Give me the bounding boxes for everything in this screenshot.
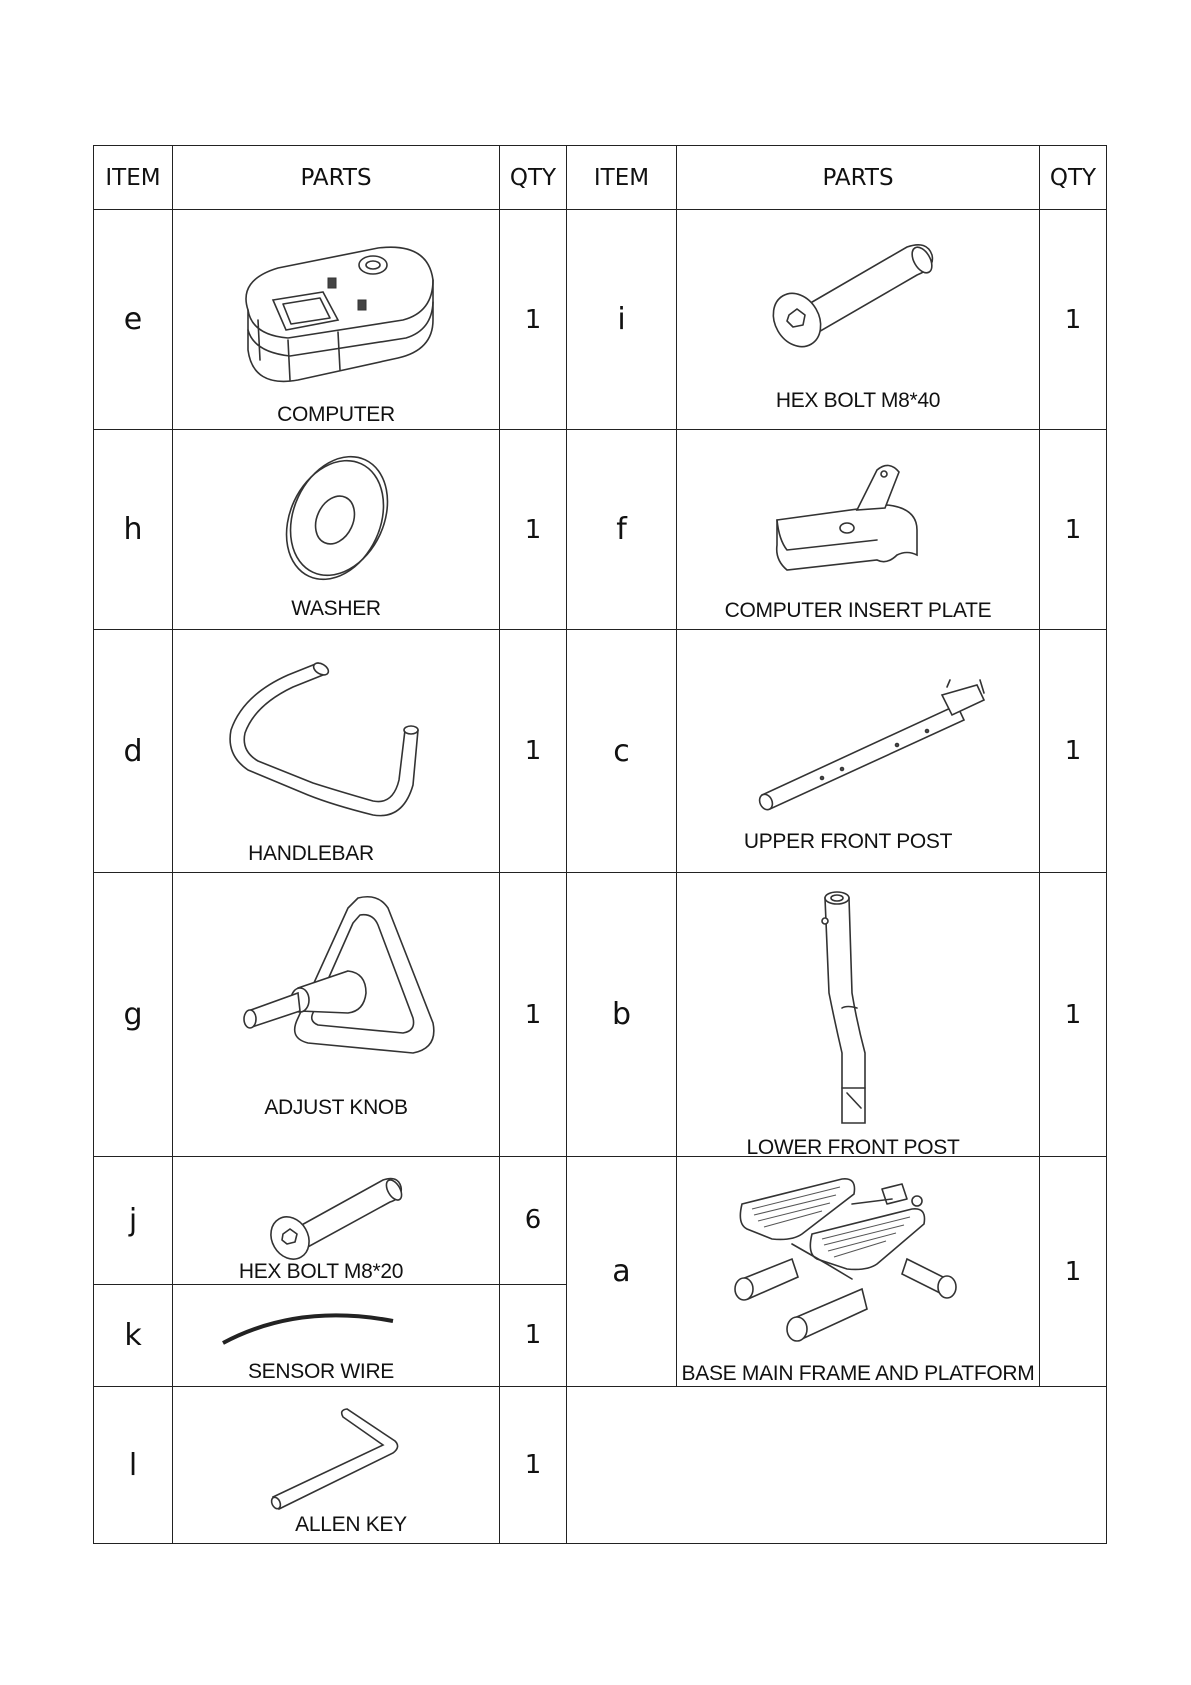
part-cell [677, 630, 1040, 873]
item-letter: d [94, 630, 173, 873]
table-row [94, 630, 1107, 873]
part-name: WASHER [291, 597, 381, 620]
part-name: ADJUST KNOB [264, 1096, 408, 1119]
part-name: COMPUTER [277, 403, 395, 426]
item-letter: a [567, 1157, 677, 1387]
header-qty-right: QTY [1040, 146, 1107, 210]
empty-cell [567, 1387, 1107, 1544]
item-letter: c [567, 630, 677, 873]
sensor-wire-icon [218, 1303, 398, 1353]
part-cell [677, 1157, 1040, 1387]
table-row [94, 210, 1107, 430]
part-cell [677, 430, 1040, 630]
header-item-left: ITEM [94, 146, 173, 210]
item-qty: 1 [500, 873, 567, 1157]
part-name: HANDLEBAR [248, 842, 374, 865]
parts-table [93, 145, 1107, 1544]
part-cell [173, 1387, 500, 1544]
computer-insert-plate-icon [767, 460, 937, 580]
item-qty: 1 [500, 1387, 567, 1544]
item-qty: 1 [1040, 430, 1107, 630]
part-name: SENSOR WIRE [247, 1360, 395, 1383]
part-cell [677, 210, 1040, 430]
header-qty-left: QTY [500, 146, 567, 210]
part-name: ALLEN KEY [295, 1513, 407, 1536]
part-cell [173, 630, 500, 873]
item-letter: g [94, 873, 173, 1157]
item-qty: 1 [500, 1284, 567, 1386]
item-letter: f [567, 430, 677, 630]
item-letter: k [94, 1284, 173, 1386]
washer-icon [278, 448, 393, 588]
item-qty: 1 [1040, 210, 1107, 430]
part-cell [677, 873, 1040, 1157]
base-main-frame-icon [732, 1169, 992, 1359]
handlebar-icon [223, 655, 443, 835]
item-letter: b [567, 873, 677, 1157]
part-cell [173, 210, 500, 430]
lower-front-post-icon [817, 883, 897, 1133]
table-header-row [94, 146, 1107, 210]
part-cell [173, 1157, 500, 1285]
part-cell [173, 1284, 500, 1386]
part-name: HEX BOLT M8*40 [775, 389, 941, 412]
table-row [94, 1387, 1107, 1544]
item-letter: j [94, 1157, 173, 1285]
item-qty: 1 [1040, 873, 1107, 1157]
part-name: BASE MAIN FRAME AND PLATFORM [681, 1362, 1035, 1385]
header-item-right: ITEM [567, 146, 677, 210]
computer-icon [228, 240, 448, 390]
part-name: COMPUTER INSERT PLATE [724, 599, 992, 622]
item-qty: 6 [500, 1157, 567, 1285]
header-parts-right: PARTS [677, 146, 1040, 210]
table-row [94, 1157, 1107, 1285]
part-cell [173, 873, 500, 1157]
item-qty: 1 [500, 430, 567, 630]
allen-key-icon [263, 1405, 413, 1515]
item-qty: 1 [1040, 1157, 1107, 1387]
part-name: LOWER FRONT POST [746, 1136, 960, 1159]
item-letter: l [94, 1387, 173, 1544]
hex-bolt-m8-40-icon [767, 235, 947, 355]
part-name: HEX BOLT M8*20 [238, 1259, 404, 1283]
upper-front-post-icon [752, 675, 992, 815]
part-cell [173, 430, 500, 630]
header-parts-left: PARTS [173, 146, 500, 210]
item-letter: e [94, 210, 173, 430]
table-row [94, 873, 1107, 1157]
item-letter: h [94, 430, 173, 630]
table-row [94, 430, 1107, 630]
part-name: UPPER FRONT POST [743, 830, 953, 853]
adjust-knob-icon [238, 893, 438, 1063]
item-qty: 1 [1040, 630, 1107, 873]
hex-bolt-m8-20-icon [268, 1172, 408, 1262]
item-qty: 1 [500, 630, 567, 873]
item-letter: i [567, 210, 677, 430]
item-qty: 1 [500, 210, 567, 430]
